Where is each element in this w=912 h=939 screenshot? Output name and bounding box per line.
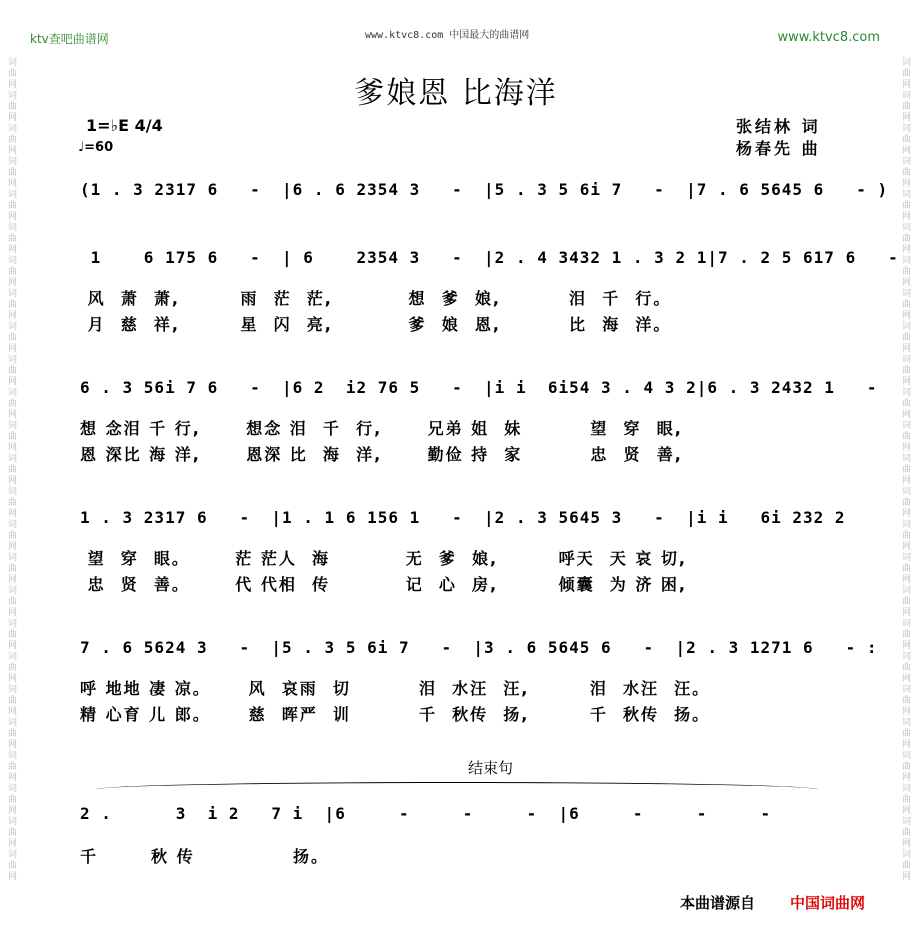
header-tagline: www.ktvc8.com 中国最大的曲谱网 — [365, 30, 530, 41]
ending-slur — [96, 782, 818, 797]
lyric-verse-1: 想 念泪 千 行, 想念 泪 千 行, 兄弟 姐 妹 望 穿 眼, — [80, 419, 683, 438]
notation-line: (1 . 3 2317 6 - |6 . 6 2354 3 - |5 . 3 5 6i 7 - |7 . 6 5645 6 - ) — [80, 180, 889, 199]
lyric-verse-1: 呼 地地 凄 凉。 风 哀雨 切 泪 水汪 汪, 泪 水汪 汪。 — [80, 679, 711, 698]
notation-line: 2 . 3 i 2 7 i |6 - - - |6 - - - — [80, 804, 782, 823]
header-site-url[interactable]: www.ktvc8.com — [777, 30, 880, 45]
credits — [736, 116, 821, 160]
lyric-verse-2: 精 心育 儿 郎。 慈 晖严 训 千 秋传 扬, 千 秋传 扬。 — [80, 705, 711, 724]
tempo-marking: ♩=60 — [78, 140, 114, 155]
notation-line: 7 . 6 5624 3 - |5 . 3 5 6i 7 - |3 . 6 5645 6 - |2 . 3 1271 6 - : — [80, 638, 878, 657]
lyric-verse-2: 忠 贤 善。 代 代相 传 记 心 房, 倾囊 为 济 困, — [80, 575, 687, 594]
lyric-verse-1: 望 穿 眼。 茫 茫人 海 无 爹 娘, 呼天 天 哀 切, — [80, 549, 687, 568]
notation-line: 1 6 175 6 - | 6 2354 3 - |2 . 4 3432 1 . 3 2 1|7 . 2 5 617 6 - — [80, 248, 910, 267]
lyric-ending: 千 秋 传 扬。 — [80, 847, 329, 866]
watermark-left: 词曲网词曲网词曲网词曲网词曲网词曲网词曲网词曲网词曲网词曲网词曲网词曲网词曲网词曲网词曲网词曲网词曲网词曲网词曲网词曲网词曲网词曲网词曲网词曲网词曲网 — [6, 57, 16, 882]
notation-line: 1 . 3 2317 6 - |1 . 1 6 156 1 - |2 . 3 5645 3 - |i i 6i 232 2 — [80, 508, 857, 527]
lyric-verse-1: 风 萧 萧, 雨 茫 茫, 想 爹 娘, 泪 千 行。 — [80, 289, 672, 308]
notation-line: 6 . 3 56i 7 6 - |6 2 i2 76 5 - |i i 6i54 3 . 4 3 2|6 . 3 2432 1 - — [80, 378, 889, 397]
watermark-right: 词曲网词曲网词曲网词曲网词曲网词曲网词曲网词曲网词曲网词曲网词曲网词曲网词曲网词曲网词曲网词曲网词曲网词曲网词曲网词曲网词曲网词曲网词曲网词曲网词曲网 — [900, 57, 910, 882]
ending-label: 结束句 — [468, 759, 514, 777]
lyric-verse-2: 恩 深比 海 洋, 恩深 比 海 洋, 勤俭 持 家 忠 贤 善, — [80, 445, 683, 464]
header-site-name[interactable]: ktv查吧曲谱网 — [30, 32, 109, 46]
footer-source-label: 本曲谱源自 — [680, 894, 756, 912]
footer-source-site[interactable]: 中国词曲网 — [790, 894, 866, 912]
lyricist: 张结林 词 — [736, 117, 821, 136]
song-title: 爹娘恩 比海洋 — [354, 76, 558, 111]
lyric-verse-2: 月 慈 祥, 星 闪 亮, 爹 娘 恩, 比 海 洋。 — [80, 315, 672, 334]
key-signature: 1=♭E 4/4 — [86, 116, 163, 135]
composer: 杨春先 曲 — [736, 139, 821, 158]
